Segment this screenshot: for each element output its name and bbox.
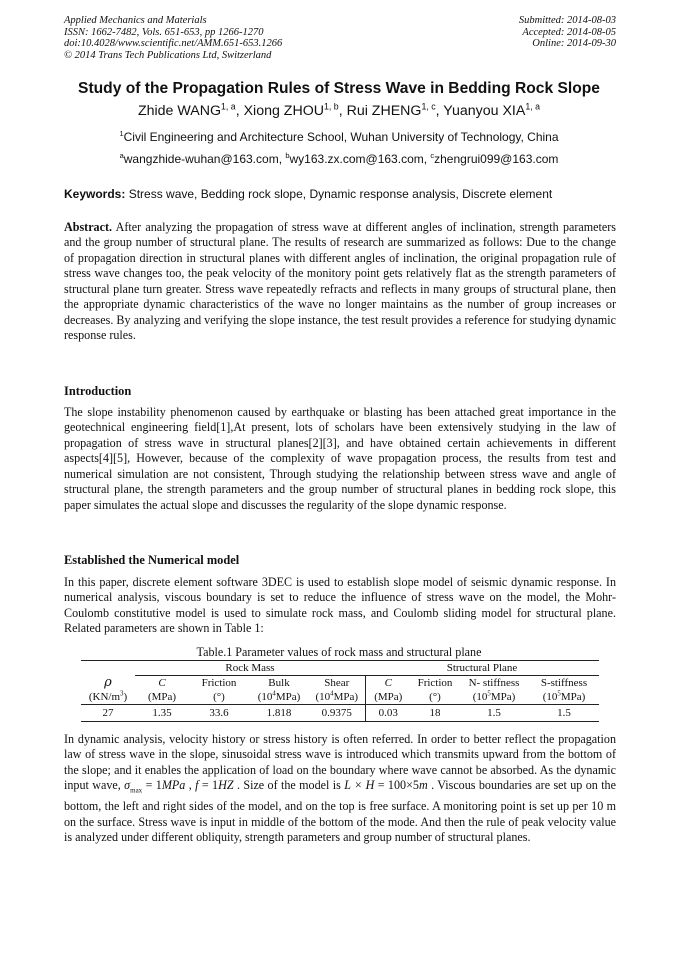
model-size-symbol: L × H [344, 778, 375, 793]
paragraph-text: In dynamic analysis, velocity history or stress history is often referred. In order to better reflect the propagation law of stress wave in the slope, sinusoidal stress wave is introduced which transmits upward from the bottom of the slope; and it enables the application of load on the boundary where wave cannot be absorbed. As the dynamic input wave, [64, 732, 616, 793]
model-text: In this paper, discrete element software 3DEC is used to establish slope model of seismic dynamic response. In numerical analysis, viscous boundary is set to reduce the influence of stress wave on the model, the Mohr-Coulomb constitutive model is used to simulate rock mass, and Coulomb sliding model for structural plane. Related parameters are shown in Table 1: [64, 575, 616, 636]
header-c-struct: C [384, 676, 392, 689]
value-rho: 27 [81, 705, 135, 722]
affiliation [0, 130, 678, 144]
author-name: Yuanyou XIA [443, 103, 526, 119]
affiliation-sup: 1 [119, 129, 124, 138]
equation-unit: MPa [161, 778, 186, 793]
email: wangzhide-wuhan@163.com, [123, 152, 286, 166]
value-n-stiffness: 1.5 [459, 705, 529, 722]
paragraph-text: . Viscous boundaries are set up on the bottom, the left and right sides of the model, and on the top is free surface. A monitoring point is set up per 10 m on the surface. Stress wave is input in middle of the bottom of the mode. And then the rule of peak velocity value is analyzed under different obliquity, strength parameters and group number of structural planes. [64, 778, 616, 845]
unit-text: MPa) [275, 690, 301, 703]
email-sup: a [119, 151, 124, 160]
unit-sup: 5 [487, 689, 491, 697]
unit-text: (10 [315, 690, 331, 703]
date-info [519, 15, 616, 50]
unit-shear [309, 690, 365, 705]
section-title-model: Established the Numerical model [64, 553, 240, 567]
unit-s-stiffness [529, 690, 599, 705]
author-name: Xiong ZHOU [243, 103, 324, 119]
unit-sup: 4 [272, 689, 276, 697]
keywords-text: Stress wave, Bedding rock slope, Dynamic response analysis, Discrete element [125, 187, 553, 201]
value-s-stiffness: 1.5 [529, 705, 599, 722]
unit-text: (KN/m [88, 690, 121, 703]
author-name: Rui ZHENG [346, 103, 422, 119]
equation-part: = 1 [142, 778, 162, 793]
table-values-row [81, 705, 599, 722]
unit-sup: 3 [120, 689, 124, 697]
value-friction: 33.6 [189, 705, 249, 722]
header-s-stiffness: S-stiffness [540, 676, 588, 689]
unit-text: (10 [472, 690, 488, 703]
unit-bulk [249, 690, 309, 705]
unit-friction-struct: (°) [411, 690, 459, 705]
unit-friction: (°) [189, 690, 249, 705]
equation-unit: m [418, 778, 428, 793]
sigma-symbol: σ [124, 778, 131, 793]
paragraph-text: . Size of the model is [233, 778, 345, 793]
page-header [64, 15, 616, 65]
paper-title: Study of the Propagation Rules of Stress Wave in Bedding Rock Slope [78, 80, 600, 97]
email-sup: c [430, 151, 435, 160]
online-date: Online: 2014-09-30 [532, 38, 616, 49]
header-bulk: Bulk [268, 676, 290, 689]
equation-part: = 1 [198, 778, 219, 793]
header-rho: ρ [104, 675, 112, 691]
publication-info [64, 15, 282, 61]
header-friction: Friction [201, 676, 237, 689]
unit-text: ) [123, 690, 128, 703]
sigma-subscript: max [130, 786, 143, 795]
group-structural-plane: Structural Plane [365, 661, 599, 676]
email-sup: b [285, 151, 290, 160]
unit-text: MPa) [560, 690, 586, 703]
unit-c-struct: (MPa) [365, 690, 411, 705]
equation-unit: HZ [218, 778, 234, 793]
email: wy163.zx.com@163.com, [289, 152, 431, 166]
unit-text: MPa) [333, 690, 359, 703]
dynamic-analysis-text [64, 732, 616, 846]
parameter-table [81, 660, 599, 722]
doi-line: doi:10.4028/www.scientific.net/AMM.651-653.1266 [64, 38, 283, 49]
table-group-row [81, 661, 599, 676]
introduction-text: The slope instability phenomenon caused by earthquake or blasting has been attached great importance in the geotechnical engineering field[1],At present, lots of scholars have been extensively studying in the law of propagation of stress wave in structural planes[2][3], and have obtained certain achievements in different aspects[4][5], However, because of the complexity of wave propagation process, the results from test and numerical simulation are not consistent, Through studying the relationship between stress wave and angle of structural plane, the strength parameters and the group number of structural planes in bedding rock slope, this paper simulates the actual slope and discusses the regularity of the slope dynamic response. [64, 405, 616, 512]
value-c: 1.35 [135, 705, 189, 722]
email: zhengrui099@163.com [434, 152, 559, 166]
copyright-line: © 2014 Trans Tech Publications Ltd, Switzerland [64, 49, 272, 61]
author-name: Zhide WANG [137, 103, 221, 119]
unit-sup: 4 [330, 689, 334, 697]
abstract-label: Abstract. [64, 220, 113, 234]
unit-text: (10 [542, 690, 558, 703]
submitted-date: Submitted: 2014-08-03 [518, 15, 616, 26]
header-c: C [158, 676, 166, 689]
keywords [64, 187, 616, 201]
header-n-stiffness: N- stiffness [468, 676, 520, 689]
unit-text: MPa) [490, 690, 516, 703]
affiliation-text: Civil Engineering and Architecture School, Wuhan University of Technology, China [123, 130, 559, 144]
frequency-symbol: f [195, 778, 199, 793]
author-sup: 1, c [421, 101, 436, 112]
keywords-label: Keywords: [64, 187, 126, 201]
author-sup: 1, b [324, 101, 339, 112]
unit-rho [81, 690, 135, 705]
email-list [0, 152, 678, 166]
author-list: Zhide WANG$^{1, a}$, Xiong ZHOU$^{1, b}$, Rui ZHENG$^{1, c}$, Yuanyou XIA$^{1, a}$ [137, 101, 541, 119]
abstract [64, 220, 616, 344]
unit-text: (10 [257, 690, 273, 703]
author-sup: 1, a [525, 101, 541, 112]
equation-part: = 100×5 [374, 778, 419, 793]
table-caption: Table.1 Parameter values of rock mass and structural plane [196, 645, 482, 659]
journal-name: Applied Mechanics and Materials [64, 15, 207, 26]
equation-separator: , [185, 778, 196, 793]
issn-line: ISSN: 1662-7482, Vols. 651-653, pp 1266-1270 [64, 26, 264, 38]
header-friction-struct: Friction [417, 676, 453, 689]
section-title-introduction: Introduction [64, 384, 132, 398]
header-shear: Shear [309, 676, 365, 691]
unit-n-stiffness [459, 690, 529, 705]
unit-sup: 5 [557, 689, 561, 697]
accepted-date: Accepted: 2014-08-05 [522, 26, 616, 38]
group-rock-mass: Rock Mass [135, 661, 365, 676]
unit-c: (MPa) [135, 690, 189, 705]
value-friction-struct: 18 [411, 705, 459, 722]
value-c-struct: 0.03 [365, 705, 411, 722]
value-bulk: 1.818 [249, 705, 309, 722]
table-header-row [81, 676, 599, 691]
table-units-row [81, 690, 599, 705]
author-sup: 1, a [221, 101, 236, 112]
value-shear: 0.9375 [309, 705, 365, 722]
abstract-text: After analyzing the propagation of stress wave at different angles of inclination, strength parameters and the group number of structural plane. The results of research are summarized as follows: Due to the change of propagation direction in structural planes with different angles of inclination, the original propagation rule of stress wave changes too, the peak velocity of the monitory point gets relatively flat as the strength parameters of structural plane turn greater. Stress wave repeatedly refracts and reflects in many groups of structural plane, then the appropriate dynamic characteristics of the wave no longer maintains as the number of group increases or decreases. By analyzing and verifying the slope instance, the test result provides a reference for studying dynamic response rules. [64, 220, 616, 343]
